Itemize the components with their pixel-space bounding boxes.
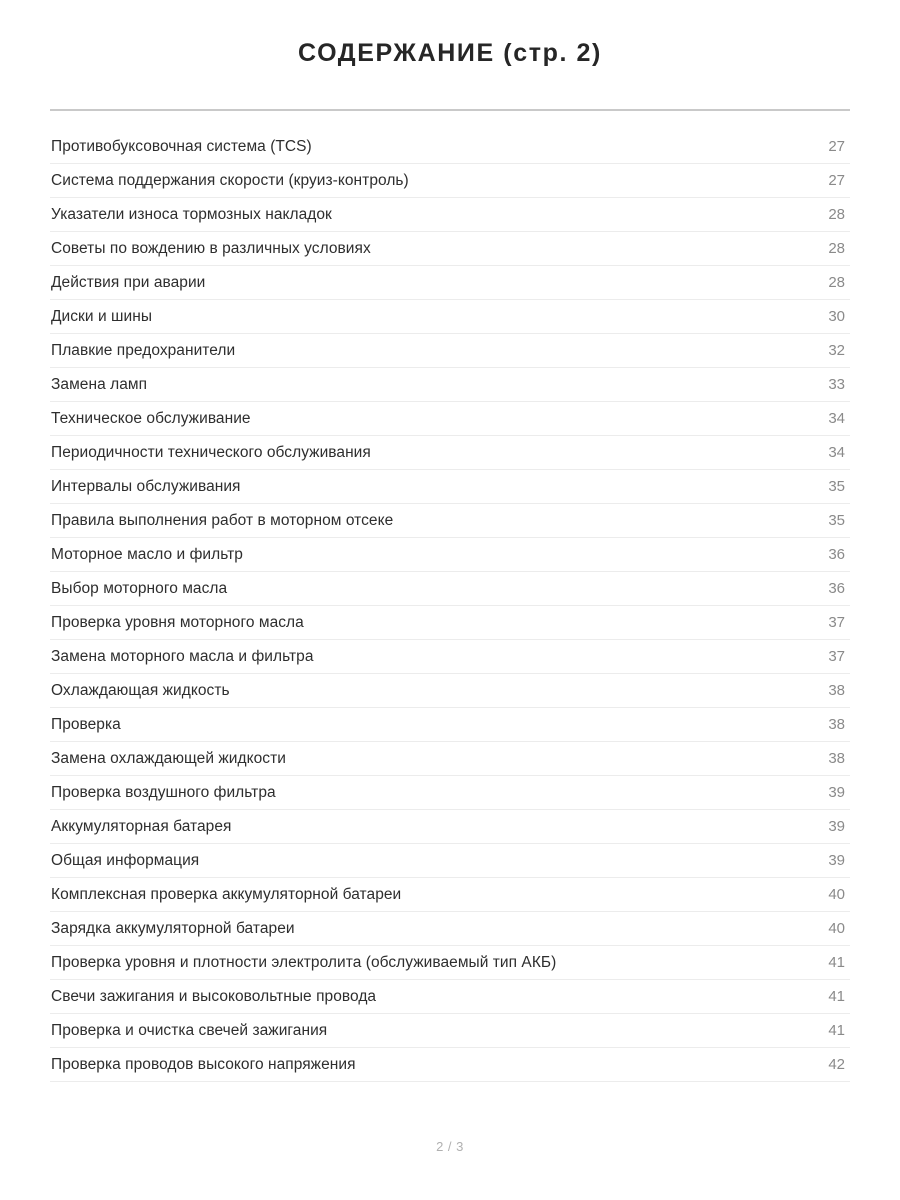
toc-entry-page-number: 38	[828, 716, 845, 734]
toc-entry-label: Проверка уровня и плотности электролита (обслуживаемый тип АКБ)	[51, 954, 557, 972]
toc-entry-label: Советы по вождению в различных условиях	[51, 240, 371, 258]
toc-entry[interactable]	[50, 674, 850, 708]
toc-entry-label: Проверка	[51, 716, 121, 734]
toc-entry-page-number: 27	[828, 138, 845, 156]
toc-entry-label: Противобуксовочная система (TCS)	[51, 138, 312, 156]
toc-entry-page-number: 41	[828, 954, 845, 972]
toc-entry-label: Проверка уровня моторного масла	[51, 614, 304, 632]
toc-entry-label: Указатели износа тормозных накладок	[51, 206, 332, 224]
toc-entry-label: Действия при аварии	[51, 274, 206, 292]
toc-entry[interactable]	[50, 470, 850, 504]
toc-entry-label: Выбор моторного масла	[51, 580, 228, 598]
toc-entry[interactable]	[50, 436, 850, 470]
toc-entry[interactable]	[50, 946, 850, 980]
toc-entry[interactable]	[50, 334, 850, 368]
toc-entry[interactable]	[50, 198, 850, 232]
toc-entry[interactable]	[50, 640, 850, 674]
toc-entry[interactable]	[50, 504, 850, 538]
toc-entry[interactable]	[50, 912, 850, 946]
toc-entry-page-number: 37	[828, 614, 845, 632]
table-of-contents-list	[50, 130, 850, 1082]
toc-entry[interactable]	[50, 164, 850, 198]
toc-entry-page-number: 40	[828, 886, 845, 904]
toc-entry-page-number: 28	[828, 206, 845, 224]
toc-entry-label: Периодичности технического обслуживания	[51, 444, 371, 462]
toc-entry[interactable]	[50, 368, 850, 402]
toc-entry-label: Замена моторного масла и фильтра	[51, 648, 314, 666]
toc-entry-page-number: 38	[828, 682, 845, 700]
toc-entry-page-number: 28	[828, 240, 845, 258]
toc-entry[interactable]	[50, 742, 850, 776]
toc-entry[interactable]	[50, 266, 850, 300]
title-divider	[50, 109, 850, 111]
toc-entry[interactable]	[50, 776, 850, 810]
toc-entry-label: Моторное масло и фильтр	[51, 546, 243, 564]
toc-entry[interactable]	[50, 538, 850, 572]
toc-entry[interactable]	[50, 572, 850, 606]
toc-entry-page-number: 41	[828, 1022, 845, 1040]
toc-entry-label: Свечи зажигания и высоковольтные провода	[51, 988, 377, 1006]
toc-entry-page-number: 41	[828, 988, 845, 1006]
toc-entry-label: Аккумуляторная батарея	[51, 818, 232, 836]
toc-entry[interactable]	[50, 232, 850, 266]
toc-entry-page-number: 39	[828, 784, 845, 802]
toc-entry[interactable]	[50, 844, 850, 878]
toc-entry-page-number: 42	[828, 1056, 845, 1074]
toc-entry-label: Техническое обслуживание	[51, 410, 251, 428]
toc-entry-page-number: 35	[828, 478, 845, 496]
toc-entry[interactable]	[50, 1014, 850, 1048]
toc-entry-page-number: 38	[828, 750, 845, 768]
toc-entry-label: Общая информация	[51, 852, 200, 870]
page-title: СОДЕРЖАНИЕ (стр. 2)	[298, 39, 602, 67]
page-footer: 2 / 3	[436, 1139, 464, 1154]
toc-entry-page-number: 40	[828, 920, 845, 938]
toc-entry-page-number: 27	[828, 172, 845, 190]
toc-entry-page-number: 32	[828, 342, 845, 360]
toc-entry-page-number: 37	[828, 648, 845, 666]
toc-entry-label: Проверка и очистка свечей зажигания	[51, 1022, 328, 1040]
toc-entry-label: Правила выполнения работ в моторном отсеке	[51, 512, 394, 530]
toc-entry[interactable]	[50, 130, 850, 164]
toc-entry-label: Система поддержания скорости (круиз-контроль)	[51, 172, 409, 190]
toc-entry-label: Охлаждающая жидкость	[51, 682, 230, 700]
toc-entry-page-number: 30	[828, 308, 845, 326]
toc-entry[interactable]	[50, 606, 850, 640]
toc-entry-label: Замена охлаждающей жидкости	[51, 750, 286, 768]
toc-entry[interactable]	[50, 980, 850, 1014]
toc-entry-label: Интервалы обслуживания	[51, 478, 241, 496]
toc-entry-page-number: 28	[828, 274, 845, 292]
toc-entry-label: Замена ламп	[51, 376, 148, 394]
toc-entry-label: Проверка воздушного фильтра	[51, 784, 276, 802]
toc-entry-page-number: 39	[828, 818, 845, 836]
toc-entry[interactable]	[50, 1048, 850, 1082]
toc-entry[interactable]	[50, 810, 850, 844]
toc-entry[interactable]	[50, 878, 850, 912]
toc-entry-page-number: 36	[828, 546, 845, 564]
toc-entry-page-number: 33	[828, 376, 845, 394]
toc-entry-label: Проверка проводов высокого напряжения	[51, 1056, 356, 1074]
toc-entry-page-number: 36	[828, 580, 845, 598]
toc-entry-label: Диски и шины	[51, 308, 153, 326]
toc-entry[interactable]	[50, 402, 850, 436]
toc-entry-page-number: 34	[828, 410, 845, 428]
toc-entry-label: Плавкие предохранители	[51, 342, 236, 360]
toc-entry-page-number: 39	[828, 852, 845, 870]
toc-entry[interactable]	[50, 708, 850, 742]
toc-entry[interactable]	[50, 300, 850, 334]
toc-entry-page-number: 34	[828, 444, 845, 462]
toc-entry-label: Комплексная проверка аккумуляторной батареи	[51, 886, 402, 904]
toc-entry-label: Зарядка аккумуляторной батареи	[51, 920, 295, 938]
toc-entry-page-number: 35	[828, 512, 845, 530]
